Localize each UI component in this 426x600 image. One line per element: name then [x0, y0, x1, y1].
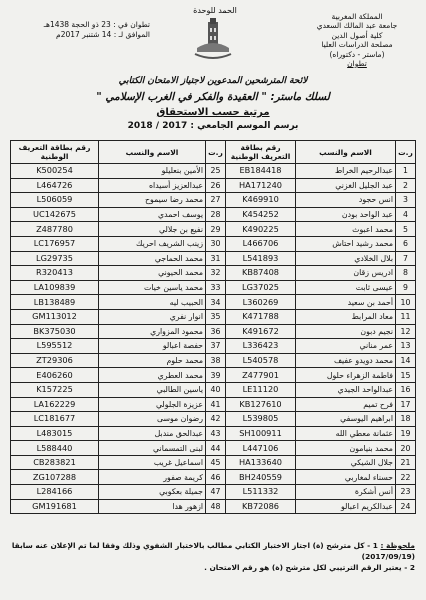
national-id: L539805 — [226, 412, 296, 427]
header-id-left: رقم بطاقة التعريف الوطنية — [11, 141, 99, 164]
notes-label: ملحوظة : — [380, 541, 415, 550]
candidate-name: ازهور هدا — [99, 499, 206, 514]
national-id: KB127610 — [226, 397, 296, 412]
header-date-gregorian: الموافق لـ : 14 شتنبر 2017م — [56, 30, 150, 39]
table-row — [11, 309, 416, 324]
row-number: 39 — [206, 368, 226, 383]
candidate-name: عبدالواحد الجيدي — [296, 382, 396, 397]
row-number: 27 — [206, 193, 226, 208]
row-number: 4 — [396, 207, 416, 222]
national-id: K454252 — [226, 207, 296, 222]
candidate-name: جميلة بعكوبي — [99, 485, 206, 500]
national-id: K491672 — [226, 324, 296, 339]
national-id: K471788 — [226, 309, 296, 324]
national-id: HA171240 — [226, 178, 296, 193]
national-id: CB283821 — [11, 455, 99, 470]
row-number: 18 — [396, 412, 416, 427]
table-row — [11, 295, 416, 310]
table-row — [11, 368, 416, 383]
national-id: EB184418 — [226, 164, 296, 179]
candidate-name: جلال الشيكي — [296, 455, 396, 470]
row-number: 31 — [206, 251, 226, 266]
candidate-name: محمد حلوم — [99, 353, 206, 368]
title-candidates-list: لائحة المترشحين المدعوين لاجتياز الامتحان الكتابي — [118, 76, 308, 86]
header-date-block — [10, 20, 150, 40]
national-id: ZT29306 — [11, 353, 99, 368]
candidate-name: بلال الخلادي — [296, 251, 396, 266]
table-row — [11, 266, 416, 281]
candidate-name: انس حجود — [296, 193, 396, 208]
table-row — [11, 455, 416, 470]
table-row — [11, 193, 416, 208]
national-id: L511332 — [226, 485, 296, 500]
header-institution-block — [298, 12, 416, 68]
row-number: 12 — [396, 324, 416, 339]
candidate-name: محمد رشيد احتاش — [296, 236, 396, 251]
national-id: L540578 — [226, 353, 296, 368]
row-number: 7 — [396, 251, 416, 266]
candidate-name: انوار نفري — [99, 309, 206, 324]
title-academic-year: برسم الموسم الجامعي : 2017 / 2018 — [127, 121, 299, 131]
candidate-name: فاطمة الزهراء حلول — [296, 368, 396, 383]
candidate-name: ابراهيم اليوسفي — [296, 412, 396, 427]
national-id: SH100911 — [226, 426, 296, 441]
table-row — [11, 485, 416, 500]
national-id: K500254 — [11, 164, 99, 179]
candidate-name: كريمة صفور — [99, 470, 206, 485]
row-number: 24 — [396, 499, 416, 514]
candidate-name: زينب الشريف احريك — [99, 236, 206, 251]
national-id: L595512 — [11, 339, 99, 354]
row-number: 20 — [396, 441, 416, 456]
row-number: 35 — [206, 309, 226, 324]
row-number: 3 — [396, 193, 416, 208]
row-number: 38 — [206, 353, 226, 368]
row-number: 13 — [396, 339, 416, 354]
table-header-row — [11, 141, 416, 164]
row-number: 41 — [206, 397, 226, 412]
candidate-name: عيسى ثابت — [296, 280, 396, 295]
candidate-name: الأمين بنعليلو — [99, 164, 206, 179]
candidate-name: معاد المرابط — [296, 309, 396, 324]
row-number: 16 — [396, 382, 416, 397]
header-department: مصلحة الدراسات العليا — [321, 40, 393, 50]
candidate-name: فرح تميم — [296, 397, 396, 412]
header-num-right: ر.ت — [396, 141, 416, 164]
row-number: 19 — [396, 426, 416, 441]
candidate-name: ادريس زقان — [296, 266, 396, 281]
national-id: L541893 — [226, 251, 296, 266]
candidate-name: عزيزة الجلولي — [99, 397, 206, 412]
national-id: L506059 — [11, 193, 99, 208]
candidates-table — [10, 140, 416, 514]
national-id: KB87408 — [226, 266, 296, 281]
candidate-name: عبد الجليل الغزني — [296, 178, 396, 193]
row-number: 8 — [396, 266, 416, 281]
national-id: LG37025 — [226, 280, 296, 295]
header-date-hijri: تطوان في : 23 ذو الحجة 1438هـ — [43, 20, 150, 29]
candidate-name: عثمانة معطي الله — [296, 426, 396, 441]
row-number: 46 — [206, 470, 226, 485]
header-id-right: رقم بطاقة التعريف الوطنية — [226, 141, 296, 164]
national-id: HA133640 — [226, 455, 296, 470]
candidate-name: محمود المزواري — [99, 324, 206, 339]
table-row — [11, 164, 416, 179]
row-number: 5 — [396, 222, 416, 237]
row-number: 2 — [396, 178, 416, 193]
table-row — [11, 280, 416, 295]
header-top-center: الحمد للوحدة — [193, 6, 237, 15]
table-row — [11, 441, 416, 456]
table-row — [11, 222, 416, 237]
row-number: 37 — [206, 339, 226, 354]
national-id: E406260 — [11, 368, 99, 383]
candidate-name: عبدالحق مندبل — [99, 426, 206, 441]
national-id: K157225 — [11, 382, 99, 397]
table-row — [11, 251, 416, 266]
header-university: جامعة عبد المالك السعدي — [316, 21, 398, 31]
row-number: 25 — [206, 164, 226, 179]
row-number: 30 — [206, 236, 226, 251]
table-row — [11, 382, 416, 397]
row-number: 9 — [396, 280, 416, 295]
row-number: 33 — [206, 280, 226, 295]
national-id: L466706 — [226, 236, 296, 251]
candidate-name: اسماعيل غريب — [99, 455, 206, 470]
table-row — [11, 412, 416, 427]
header-num-left: ر.ت — [206, 141, 226, 164]
row-number: 43 — [206, 426, 226, 441]
national-id: L336423 — [226, 339, 296, 354]
row-number: 21 — [396, 455, 416, 470]
national-id: LA162229 — [11, 397, 99, 412]
national-id: LC176957 — [11, 236, 99, 251]
national-id: GM191681 — [11, 499, 99, 514]
row-number: 6 — [396, 236, 416, 251]
national-id: LG29735 — [11, 251, 99, 266]
header-faculty: كلية أصول الدين — [331, 30, 383, 40]
national-id: LC181677 — [11, 412, 99, 427]
national-id: GM113012 — [11, 309, 99, 324]
candidate-name: أنس أشكرة — [296, 485, 396, 500]
row-number: 36 — [206, 324, 226, 339]
notes-block — [10, 540, 415, 573]
row-number: 45 — [206, 455, 226, 470]
national-id: LE11120 — [226, 382, 296, 397]
national-id: L464726 — [11, 178, 99, 193]
candidate-name: محمد الحماجي — [99, 251, 206, 266]
candidate-name: نفيع بن جلالي — [99, 222, 206, 237]
row-number: 47 — [206, 485, 226, 500]
row-number: 17 — [396, 397, 416, 412]
row-number: 28 — [206, 207, 226, 222]
table-row — [11, 178, 416, 193]
row-number: 42 — [206, 412, 226, 427]
row-number: 1 — [396, 164, 416, 179]
row-number: 15 — [396, 368, 416, 383]
table-row — [11, 236, 416, 251]
title-master-program: لسلك ماستر: " العقيدة والفكر في الغرب الإسلامي " — [96, 91, 330, 103]
national-id: R320413 — [11, 266, 99, 281]
national-id: K490225 — [226, 222, 296, 237]
national-id: UC142675 — [11, 207, 99, 222]
header-country: المملكة المغربية — [331, 12, 383, 21]
candidate-name: ياسين الطالبي — [99, 382, 206, 397]
national-id: LB138489 — [11, 295, 99, 310]
national-id: LA109839 — [11, 280, 99, 295]
table-row — [11, 353, 416, 368]
header-city: تطوان — [347, 59, 367, 69]
candidate-name: عبدالعزيز أسيداه — [99, 178, 206, 193]
candidate-name: عبدالرحيم الخراط — [296, 164, 396, 179]
candidate-name: عبدالكريم اعبالو — [296, 499, 396, 514]
note-line-1: 1 - كل مترشح (ة) اجتاز الاختبار الكتابي مطالب بالاختبار الشفوي وذلك وفقا لما تم الإعلان عنه سابقا (2017/09/19) — [11, 541, 415, 561]
national-id: L483015 — [11, 426, 99, 441]
row-number: 32 — [206, 266, 226, 281]
row-number: 22 — [396, 470, 416, 485]
row-number: 34 — [206, 295, 226, 310]
candidate-name: أحمد بن سعيد — [296, 295, 396, 310]
candidate-name: الحبيب ليه — [99, 295, 206, 310]
row-number: 40 — [206, 382, 226, 397]
national-id: KB72086 — [226, 499, 296, 514]
row-number: 48 — [206, 499, 226, 514]
row-number: 10 — [396, 295, 416, 310]
candidate-name: محمد اعبوث — [296, 222, 396, 237]
title-merit-order: مرتبة حسب الاستحقاق — [156, 107, 270, 118]
header-programs: (ماستر - دكتوراه) — [329, 49, 385, 59]
candidate-name: محمد العطري — [99, 368, 206, 383]
table-row — [11, 470, 416, 485]
candidate-name: رضوان موسى — [99, 412, 206, 427]
row-number: 29 — [206, 222, 226, 237]
candidate-name: محمد بنيامون — [296, 441, 396, 456]
candidate-name: محمد دويدو عفيف — [296, 353, 396, 368]
national-id: Z477901 — [226, 368, 296, 383]
national-id: ZG107288 — [11, 470, 99, 485]
row-number: 44 — [206, 441, 226, 456]
national-id: L284166 — [11, 485, 99, 500]
table-row — [11, 426, 416, 441]
candidate-name: محمد رضا سيموح — [99, 193, 206, 208]
national-id: BK375030 — [11, 324, 99, 339]
university-logo — [191, 16, 235, 62]
national-id: Z487780 — [11, 222, 99, 237]
candidate-name: لبنى التمسماني — [99, 441, 206, 456]
candidate-name: نجيم دبون — [296, 324, 396, 339]
candidate-name: محمد الحيوني — [99, 266, 206, 281]
candidate-name: يوسف احمدي — [99, 207, 206, 222]
national-id: L447106 — [226, 441, 296, 456]
table-row — [11, 324, 416, 339]
row-number: 14 — [396, 353, 416, 368]
header-name-right: الاسم والنسب — [296, 141, 396, 164]
row-number: 26 — [206, 178, 226, 193]
row-number: 11 — [396, 309, 416, 324]
table-row — [11, 499, 416, 514]
candidate-name: حفصة اعبالو — [99, 339, 206, 354]
candidate-name: عمر مناني — [296, 339, 396, 354]
national-id: K469910 — [226, 193, 296, 208]
candidate-name: حسناء لمغاربي — [296, 470, 396, 485]
candidate-name: محمد ياسين خيات — [99, 280, 206, 295]
table-row — [11, 397, 416, 412]
national-id: BH240559 — [226, 470, 296, 485]
row-number: 23 — [396, 485, 416, 500]
table-row — [11, 207, 416, 222]
national-id: L588440 — [11, 441, 99, 456]
national-id: L360269 — [226, 295, 296, 310]
note-line-2: 2 - يعتبر الرقم الترتيبي لكل مترشح (ة) هو رقم الامتحان . — [204, 563, 415, 572]
header-name-left: الاسم والنسب — [99, 141, 206, 164]
table-row — [11, 339, 416, 354]
candidate-name: عبد الواحد بودن — [296, 207, 396, 222]
